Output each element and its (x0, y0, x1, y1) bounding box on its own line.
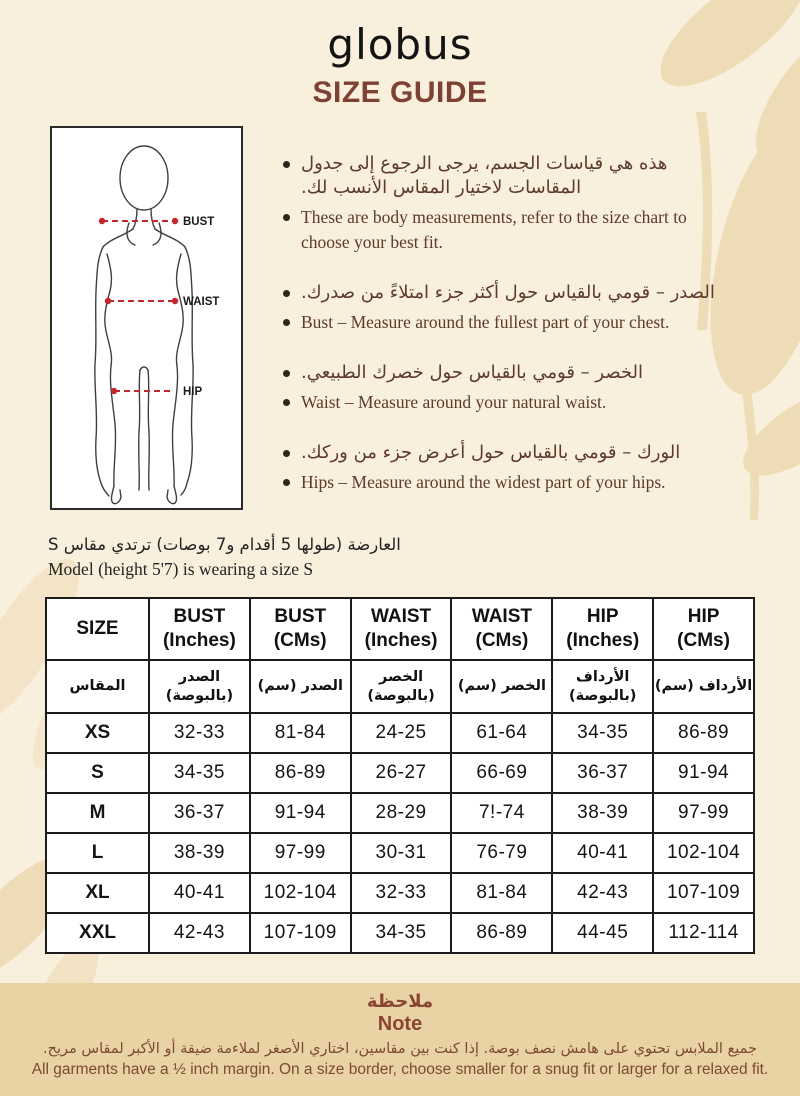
list-item (283, 310, 725, 335)
table-cell: 81-84 (250, 713, 351, 753)
instruction-bust-ar: الصدر – قومي بالقياس حول أكثر جزء امتلاءً من صدرك. (301, 282, 715, 303)
list-item (283, 281, 725, 305)
bust-label: BUST (183, 216, 215, 228)
table-cell: 97-99 (653, 793, 754, 833)
header-hip-cms: HIP (CMs) (653, 598, 754, 660)
waist-label: WAIST (183, 296, 220, 308)
table-cell: 36-37 (552, 753, 653, 793)
note-band (0, 983, 800, 1096)
list-item (283, 361, 725, 385)
table-cell: 32-33 (149, 713, 250, 753)
bullet-icon (283, 370, 290, 377)
note-heading-en: Note (377, 1013, 423, 1035)
table-cell: 102-104 (250, 873, 351, 913)
table-cell: 107-109 (653, 873, 754, 913)
body-outline (95, 146, 193, 504)
header-bust-inches-ar: الصدر (بالبوصة) (149, 660, 250, 713)
bullet-icon (283, 399, 290, 406)
table-cell: 28-29 (351, 793, 452, 833)
note-body-en: All garments have a ½ inch margin. On a size border, choose smaller for a snug fit or larger for a relaxed fit. (31, 1061, 769, 1078)
instruction-intro-ar: هذه هي قياسات الجسم، يرجى الرجوع إلى جدول المقاسات لاختيار المقاس الأنسب لك. (301, 153, 668, 198)
list-item (283, 441, 725, 465)
instruction-list (283, 152, 725, 521)
header-bust-cms: BUST (CMs) (250, 598, 351, 660)
table-cell: 86-89 (250, 753, 351, 793)
list-item (283, 205, 725, 255)
header-hip-cms-ar: الأرداف (سم) (653, 660, 754, 713)
list-item (283, 390, 725, 415)
page-title: SIZE GUIDE (312, 76, 488, 109)
table-cell: 61-64 (451, 713, 552, 753)
bullet-group-waist (283, 361, 725, 415)
instruction-intro-en: These are body measurements, refer to the size chart to choose your best fit. (301, 207, 687, 252)
table-cell: 42-43 (149, 913, 250, 953)
model-note-ar: العارضة (طولها 5 أقدام و7 بوصات) ترتدي مقاس S (48, 535, 401, 554)
table-row-l (46, 833, 754, 873)
table-cell: 97-99 (250, 833, 351, 873)
bullet-icon (283, 214, 290, 221)
bullet-group-bust (283, 281, 725, 335)
hip-label: HIP (183, 386, 203, 398)
header-size-ar: المقاس (46, 660, 149, 713)
model-note (48, 533, 608, 582)
bullet-group-hips (283, 441, 725, 495)
size-cell: S (46, 753, 149, 793)
table-cell: 36-37 (149, 793, 250, 833)
table-cell: 34-35 (552, 713, 653, 753)
instruction-waist-en: Waist – Measure around your natural waist. (301, 392, 607, 412)
table-cell: 102-104 (653, 833, 754, 873)
table-cell: 26-27 (351, 753, 452, 793)
table-cell: 107-109 (250, 913, 351, 953)
table-header-row-en (46, 598, 754, 660)
table-cell: 42-43 (552, 873, 653, 913)
size-cell: M (46, 793, 149, 833)
instruction-hips-en: Hips – Measure around the widest part of your hips. (301, 472, 666, 492)
header-bust-inches: BUST (Inches) (149, 598, 250, 660)
table-cell: 30-31 (351, 833, 452, 873)
table-cell: 34-35 (351, 913, 452, 953)
table-row-xxl (46, 913, 754, 953)
bullet-icon (283, 319, 290, 326)
body-measurement-diagram (50, 126, 243, 510)
table-cell: 24-25 (351, 713, 452, 753)
table-cell: 86-89 (451, 913, 552, 953)
table-cell: 91-94 (653, 753, 754, 793)
table-row-xl (46, 873, 754, 913)
bullet-icon (283, 161, 290, 168)
table-header-row-ar (46, 660, 754, 713)
bullet-icon (283, 450, 290, 457)
instruction-waist-ar: الخصر – قومي بالقياس حول خصرك الطبيعي. (301, 362, 644, 383)
size-cell: XXL (46, 913, 149, 953)
size-chart-table (45, 597, 755, 954)
table-cell: 38-39 (552, 793, 653, 833)
bullet-group-intro (283, 152, 725, 255)
table-cell: 7!-74 (451, 793, 552, 833)
bullet-icon (283, 290, 290, 297)
list-item (283, 152, 725, 200)
header-waist-inches: WAIST (Inches) (351, 598, 452, 660)
header-waist-inches-ar: الخصر (بالبوصة) (351, 660, 452, 713)
table-cell: 32-33 (351, 873, 452, 913)
header-waist-cms-ar: الخصر (سم) (451, 660, 552, 713)
instruction-hips-ar: الورك – قومي بالقياس حول أعرض جزء من وركك. (301, 442, 681, 463)
header-bust-cms-ar: الصدر (سم) (250, 660, 351, 713)
table-cell: 76-79 (451, 833, 552, 873)
bullet-icon (283, 479, 290, 486)
table-row-s (46, 753, 754, 793)
header-hip-inches-ar: الأرداف (بالبوصة) (552, 660, 653, 713)
table-cell: 40-41 (149, 873, 250, 913)
body-figure-graphic (52, 128, 241, 508)
table-cell: 112-114 (653, 913, 754, 953)
table-cell: 81-84 (451, 873, 552, 913)
brand-logo: globus (327, 20, 473, 69)
note-body-ar: جميع الملابس تحتوي على هامش نصف بوصة. إذا كنت بين مقاسين، اختاري الأصغر لملاءمة ضيقة أو الأكبر لمقاس مريح. (43, 1041, 757, 1057)
table-row-xs (46, 713, 754, 753)
size-cell: L (46, 833, 149, 873)
table-row-m (46, 793, 754, 833)
table-cell: 34-35 (149, 753, 250, 793)
list-item (283, 470, 725, 495)
header-hip-inches: HIP (Inches) (552, 598, 653, 660)
table-cell: 86-89 (653, 713, 754, 753)
table-cell: 91-94 (250, 793, 351, 833)
instruction-bust-en: Bust – Measure around the fullest part of your chest. (301, 312, 670, 332)
table-cell: 40-41 (552, 833, 653, 873)
size-cell: XL (46, 873, 149, 913)
table-cell: 38-39 (149, 833, 250, 873)
header-waist-cms: WAIST (CMs) (451, 598, 552, 660)
header-size: SIZE (46, 598, 149, 660)
size-cell: XS (46, 713, 149, 753)
note-heading-ar: ملاحظة (366, 991, 434, 1012)
table-cell: 44-45 (552, 913, 653, 953)
model-note-en: Model (height 5'7) is wearing a size S (48, 559, 314, 579)
table-cell: 66-69 (451, 753, 552, 793)
